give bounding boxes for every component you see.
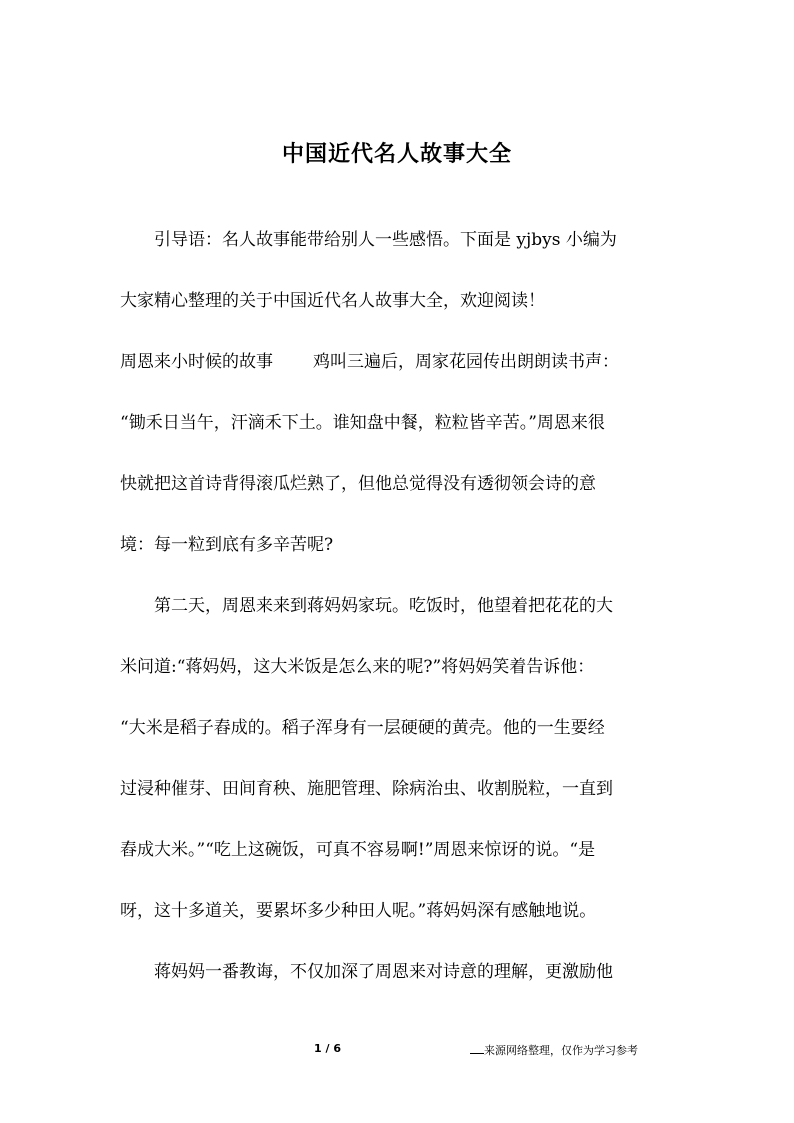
paragraph-line: 米问道:“蒋妈妈，这大米饭是怎么来的呢?”将妈妈笑着告诉他： bbox=[120, 657, 595, 677]
paragraph-line bbox=[120, 350, 680, 374]
paragraph-line: 蒋妈妈一番教诲，不仅加深了周恩来对诗意的理解，更激励他 bbox=[154, 962, 613, 982]
paragraph-line: 境：每一粒到底有多辛苦呢? bbox=[120, 535, 334, 555]
story-heading: 周恩来小时候的故事 bbox=[120, 352, 273, 372]
story-opening: 鸡叫三遍后，周家花园传出朗朗读书声： bbox=[313, 352, 619, 372]
page-number: 1 / 6 bbox=[314, 1042, 341, 1055]
source-text: 来源网络整理，仅作为学习参考 bbox=[484, 1044, 638, 1057]
paragraph-line: “大米是稻子舂成的。稻子浑身有一层硬硬的黄壳。他的一生要经 bbox=[120, 718, 605, 738]
paragraph-line: 呀，这十多道关，要累坏多少种田人呢。”蒋妈妈深有感触地说。 bbox=[120, 901, 597, 921]
document-title: 中国近代名人故事大全 bbox=[281, 141, 512, 167]
paragraph-line: “锄禾日当午，汗滴禾下土。谁知盘中餐，粒粒皆辛苦。”周恩来很 bbox=[120, 413, 605, 433]
paragraph-line: 快就把这首诗背得滚瓜烂熟了，但他总觉得没有透彻领会诗的意 bbox=[120, 474, 596, 494]
paragraph-line: 过浸种催芽、田间育秧、施肥管理、除病治虫、收割脱粒，一直到 bbox=[120, 779, 613, 799]
paragraph-line: 舂成大米。”“吃上这碗饭，可真不容易啊!”周恩来惊讶的说。“是 bbox=[120, 840, 596, 860]
paragraph-line: 引导语：名人故事能带给别人一些感悟。下面是 yjbys 小编为 bbox=[154, 230, 617, 250]
source-note bbox=[470, 1042, 638, 1058]
paragraph-line: 大家精心整理的关于中国近代名人故事大全，欢迎阅读！ bbox=[120, 291, 545, 311]
paragraph-line: 第二天，周恩来来到蒋妈妈家玩。吃饭时，他望着把花花的大 bbox=[154, 596, 613, 616]
underline-rule bbox=[470, 1053, 484, 1054]
